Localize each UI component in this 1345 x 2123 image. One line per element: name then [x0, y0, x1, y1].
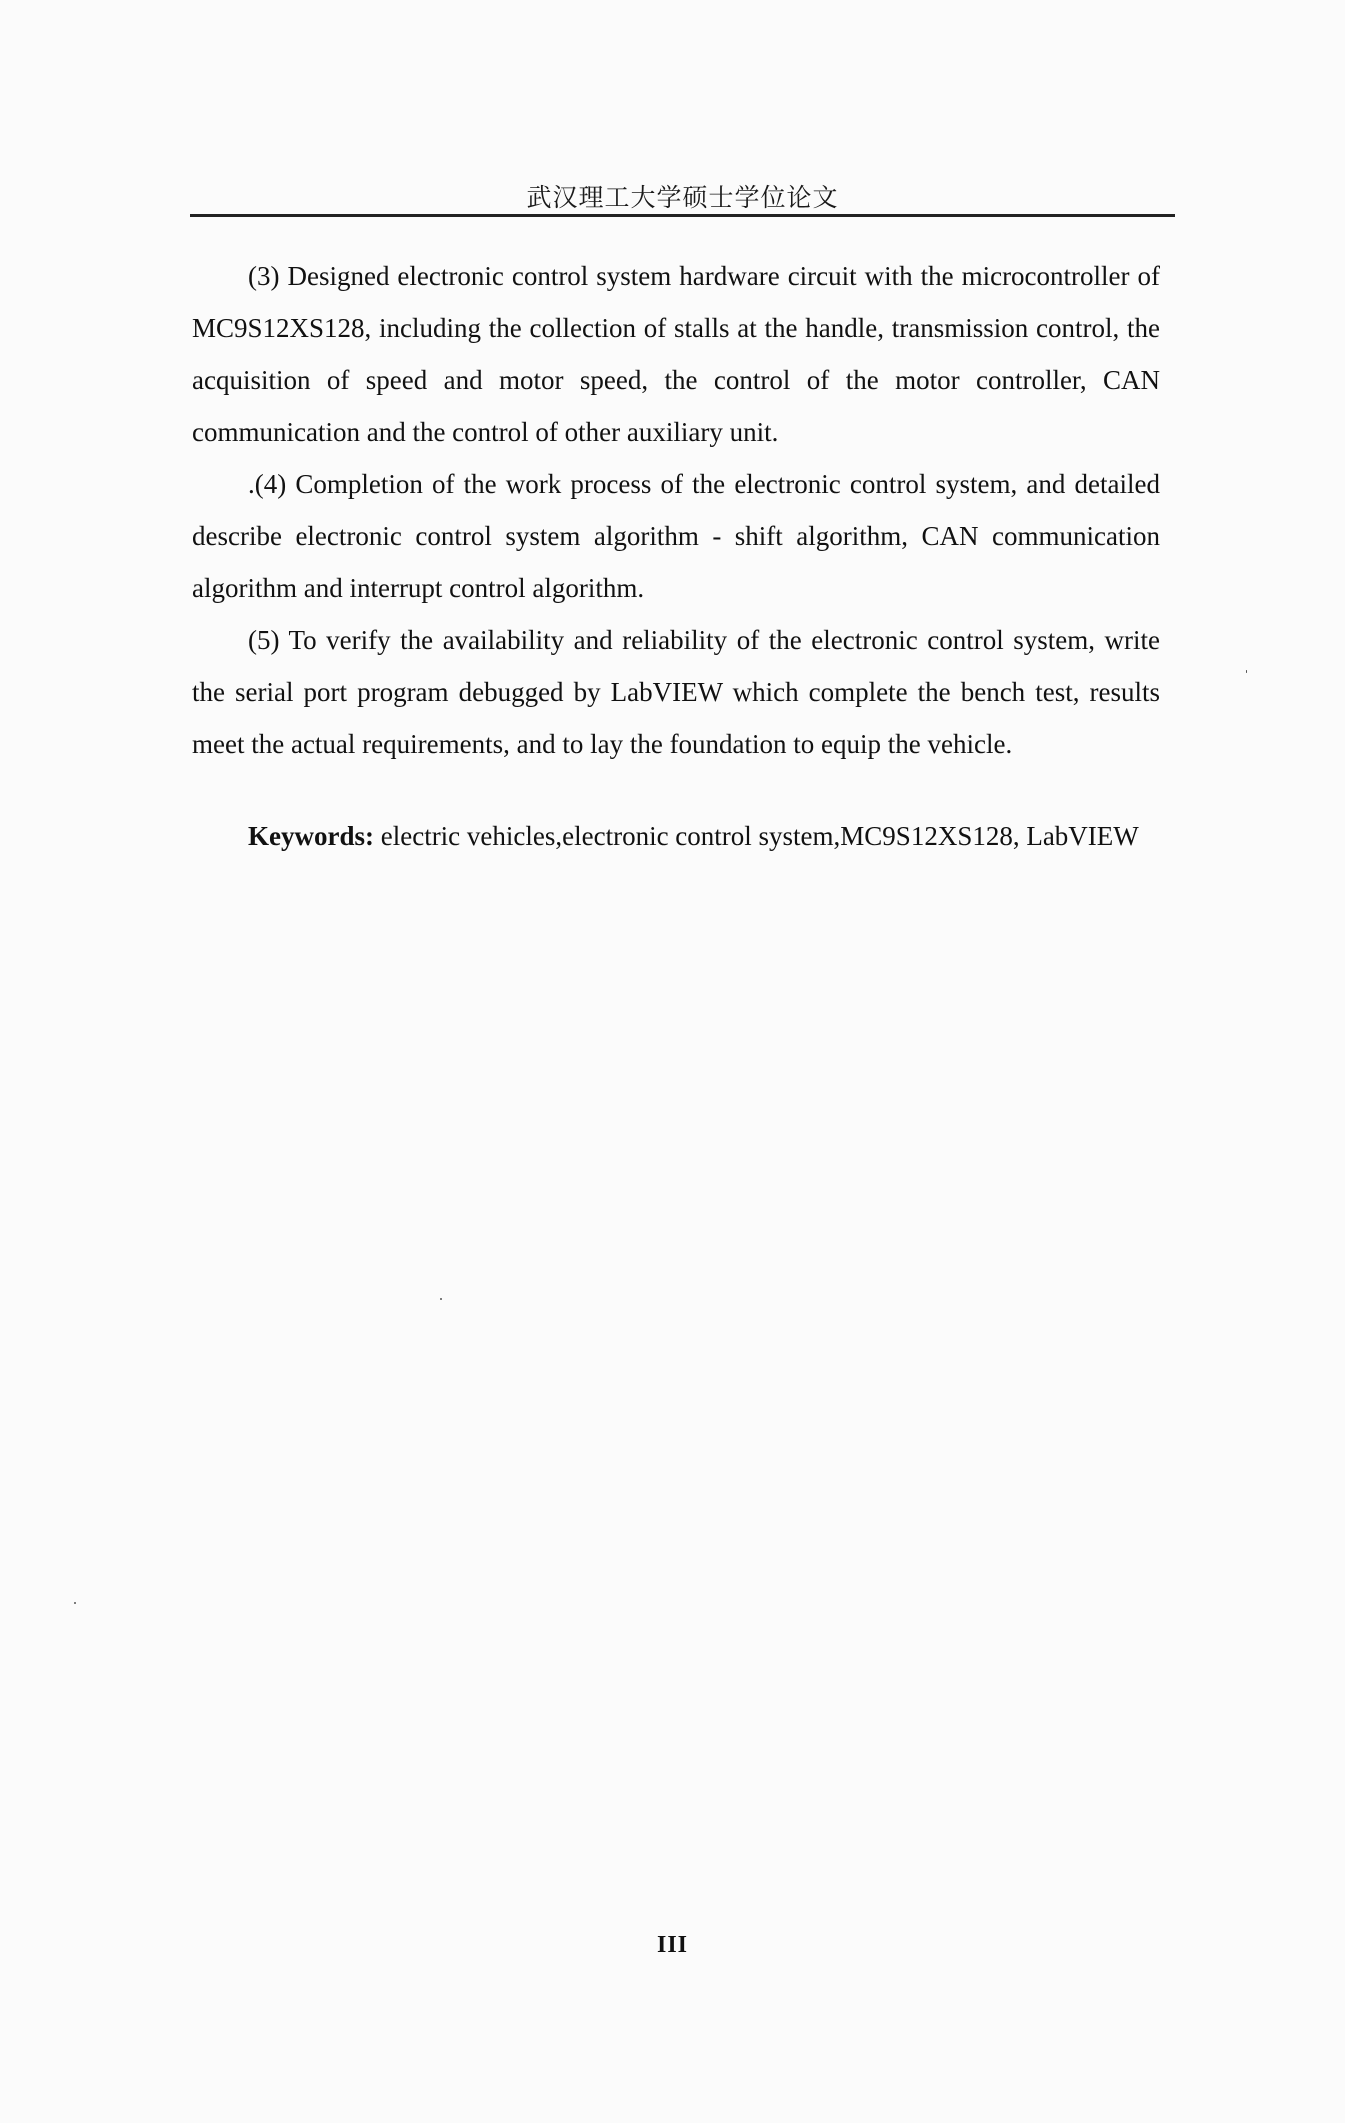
- paragraph-item-5: (5) To verify the availability and reliability of the electronic control system, write the serial port program debugged by LabVIEW which complete the bench test, results meet the actual requirements, and to lay the foundation to equip the vehicle.: [192, 625, 1160, 759]
- paragraph-item-3: (3) Designed electronic control system hardware circuit with the microcontroller of MC9S12XS128, including the collection of stalls at the handle, transmission control, the acquisition of speed and motor speed, the control of the motor controller, CAN communication and the control of other auxiliary unit.: [192, 261, 1160, 447]
- abstract-body: [192, 250, 1160, 770]
- header-rule: [190, 214, 1175, 217]
- scan-speck: [1246, 670, 1247, 673]
- keywords-text: electric vehicles,electronic control system,MC9S12XS128, LabVIEW: [380, 821, 1139, 851]
- scan-speck: [440, 1298, 442, 1300]
- scan-speck: [74, 1602, 76, 1604]
- keywords-line: [192, 810, 1160, 862]
- page-number: III: [656, 1932, 689, 1958]
- keywords-label: Keywords:: [248, 821, 374, 851]
- paragraph-item-4: .(4) Completion of the work process of the electronic control system, and detailed describe electronic control system algorithm - shift algorithm, CAN communication algorithm and interrupt control algorithm.: [192, 469, 1160, 603]
- running-header: 武汉理工大学硕士学位论文: [526, 185, 839, 212]
